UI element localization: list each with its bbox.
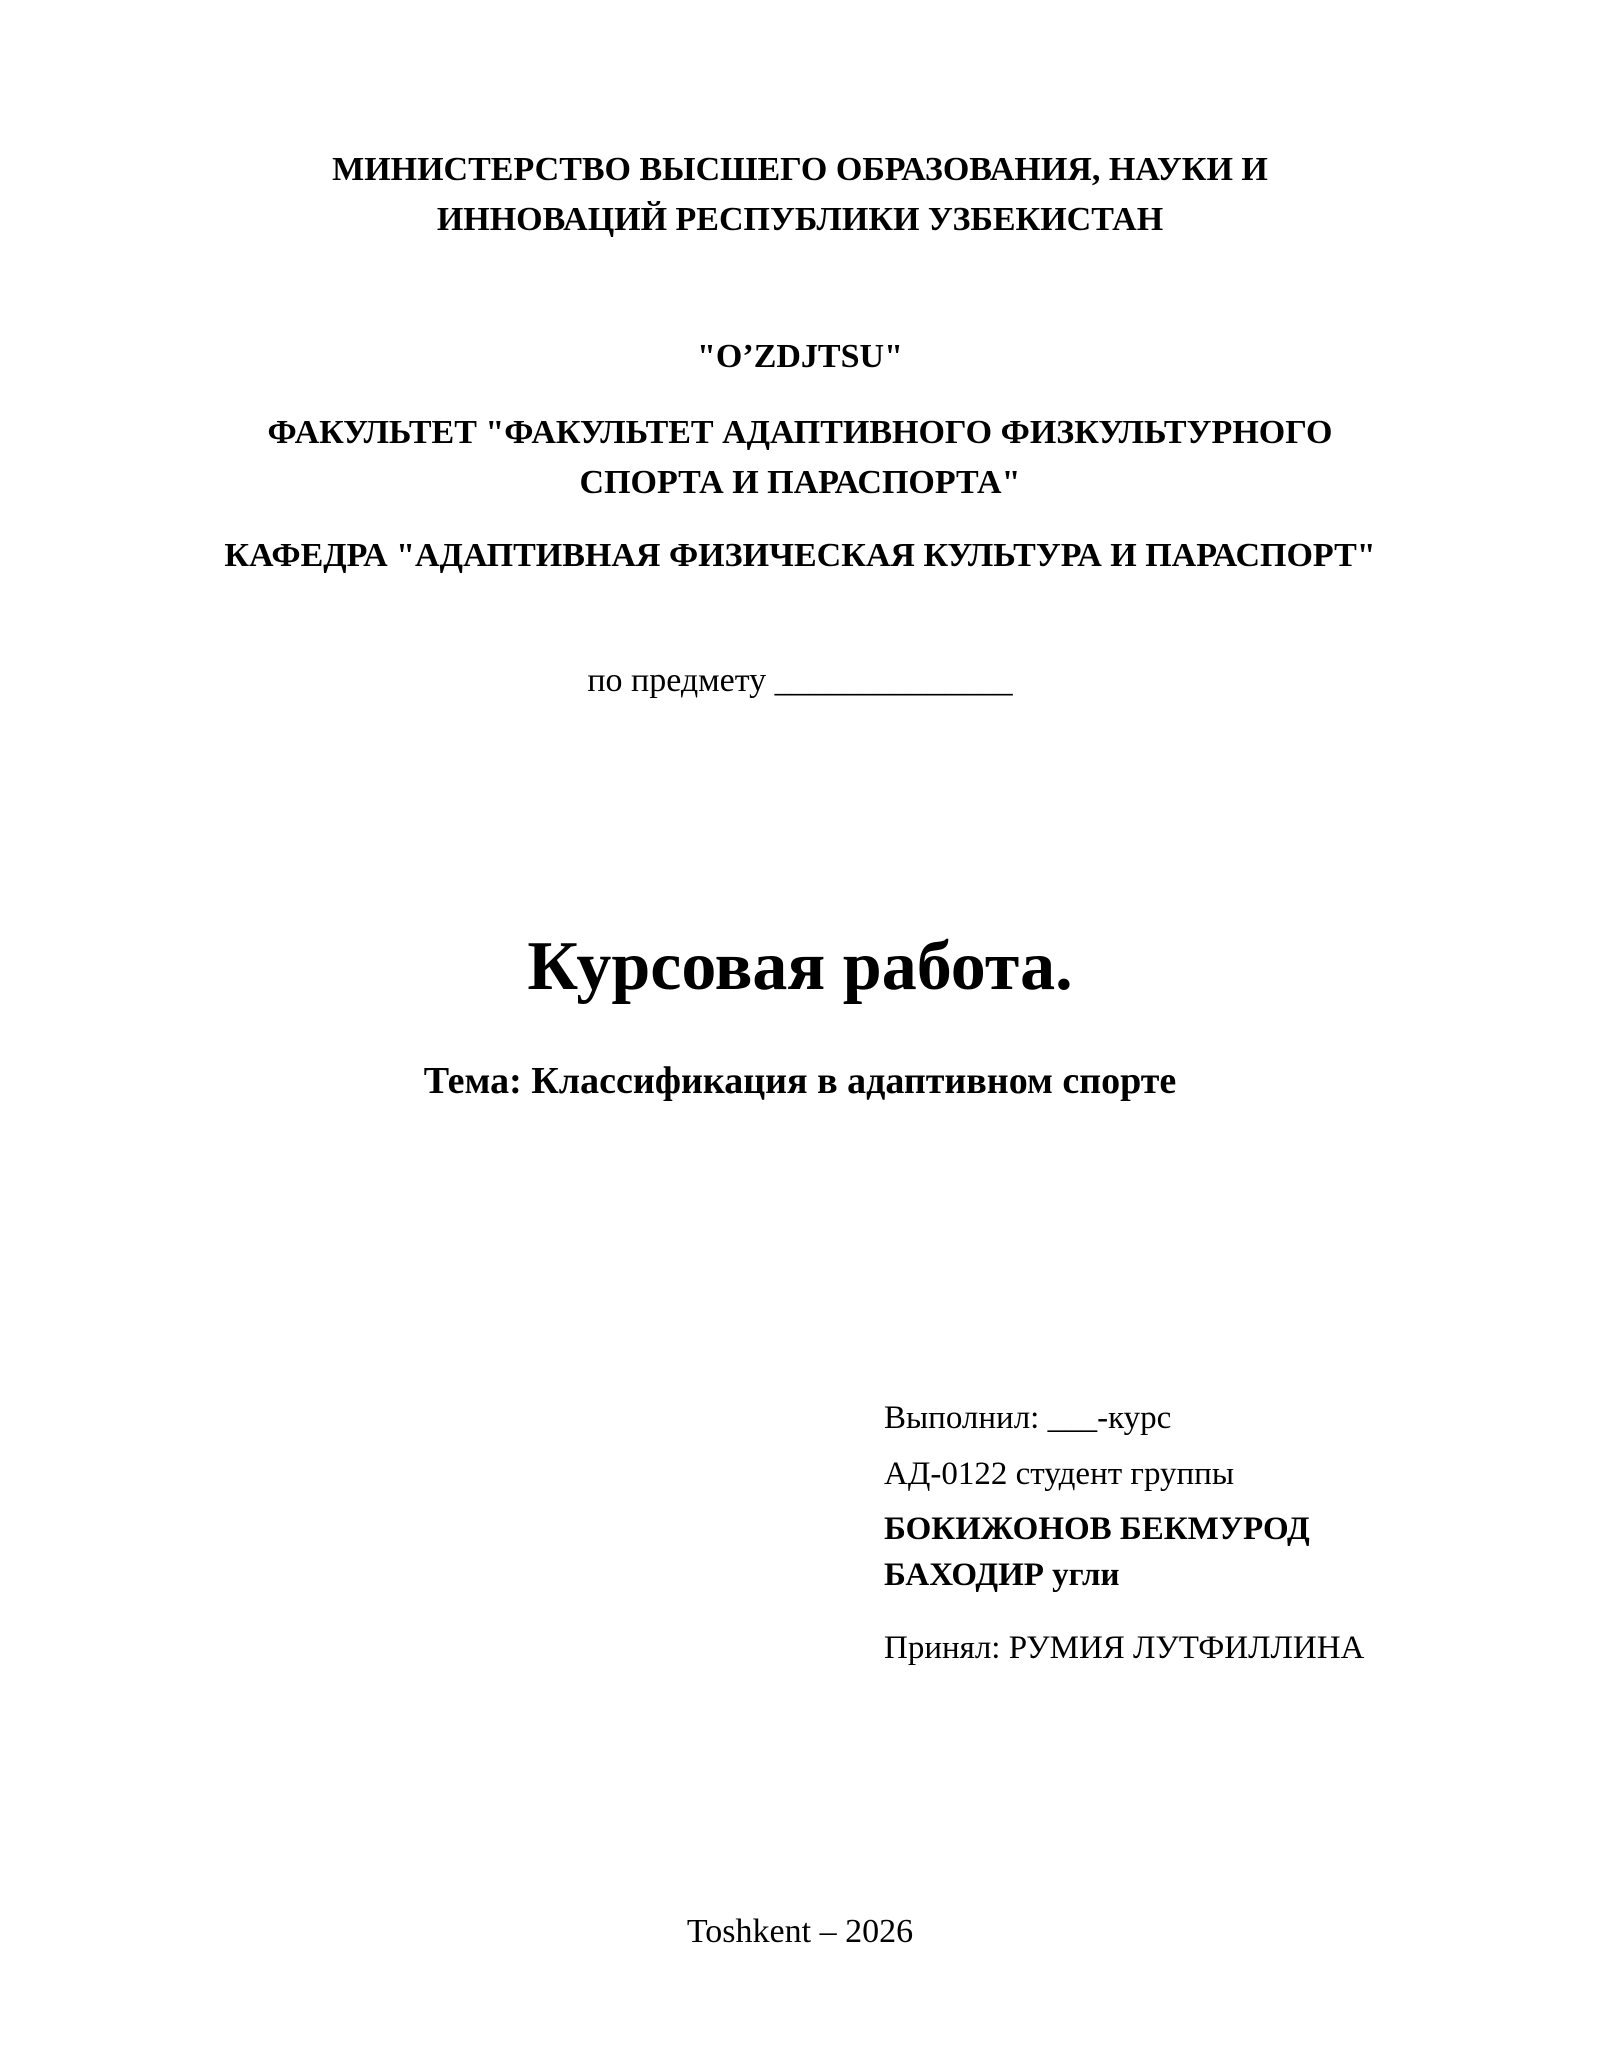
faculty-heading bbox=[0, 408, 1600, 508]
student-group: АД-0122 студент группы bbox=[884, 1456, 1234, 1492]
accepted-by: Принял: РУМИЯ ЛУТФИЛЛИНА bbox=[884, 1630, 1365, 1666]
ministry-heading-line-2: ИННОВАЦИЙ РЕСПУБЛИКИ УЗБЕКИСТАН bbox=[436, 201, 1164, 238]
ministry-heading-line-1: МИНИСТЕРСТВО ВЫСШЕГО ОБРАЗОВАНИЯ, НАУКИ И bbox=[332, 151, 1268, 188]
student-name-line-2: БАХОДИР угли bbox=[884, 1557, 1120, 1593]
subject-line: по предмету ______________ bbox=[587, 662, 1013, 699]
executed-by: Выполнил: ___-курс bbox=[884, 1400, 1172, 1436]
city-year: Toshkent – 2026 bbox=[686, 1913, 914, 1950]
student-name-line-1: БОКИЖОНОВ БЕКМУРОД bbox=[884, 1511, 1310, 1547]
faculty-heading-line-2: СПОРТА И ПАРАСПОРТА" bbox=[579, 464, 1021, 501]
university-name: "O’ZDJTSU" bbox=[697, 338, 903, 375]
student-name bbox=[884, 1506, 1524, 1598]
department-heading: КАФЕДРА "АДАПТИВНАЯ ФИЗИЧЕСКАЯ КУЛЬТУРА И ПАРАСПОРТ" bbox=[224, 537, 1376, 574]
document-title: Курсовая работа. bbox=[527, 928, 1073, 1005]
ministry-heading bbox=[0, 145, 1600, 245]
document-topic: Тема: Классификация в адаптивном спорте bbox=[423, 1060, 1177, 1102]
faculty-heading-line-1: ФАКУЛЬТЕТ "ФАКУЛЬТЕТ АДАПТИВНОГО ФИЗКУЛЬТУРНОГО bbox=[267, 414, 1333, 451]
